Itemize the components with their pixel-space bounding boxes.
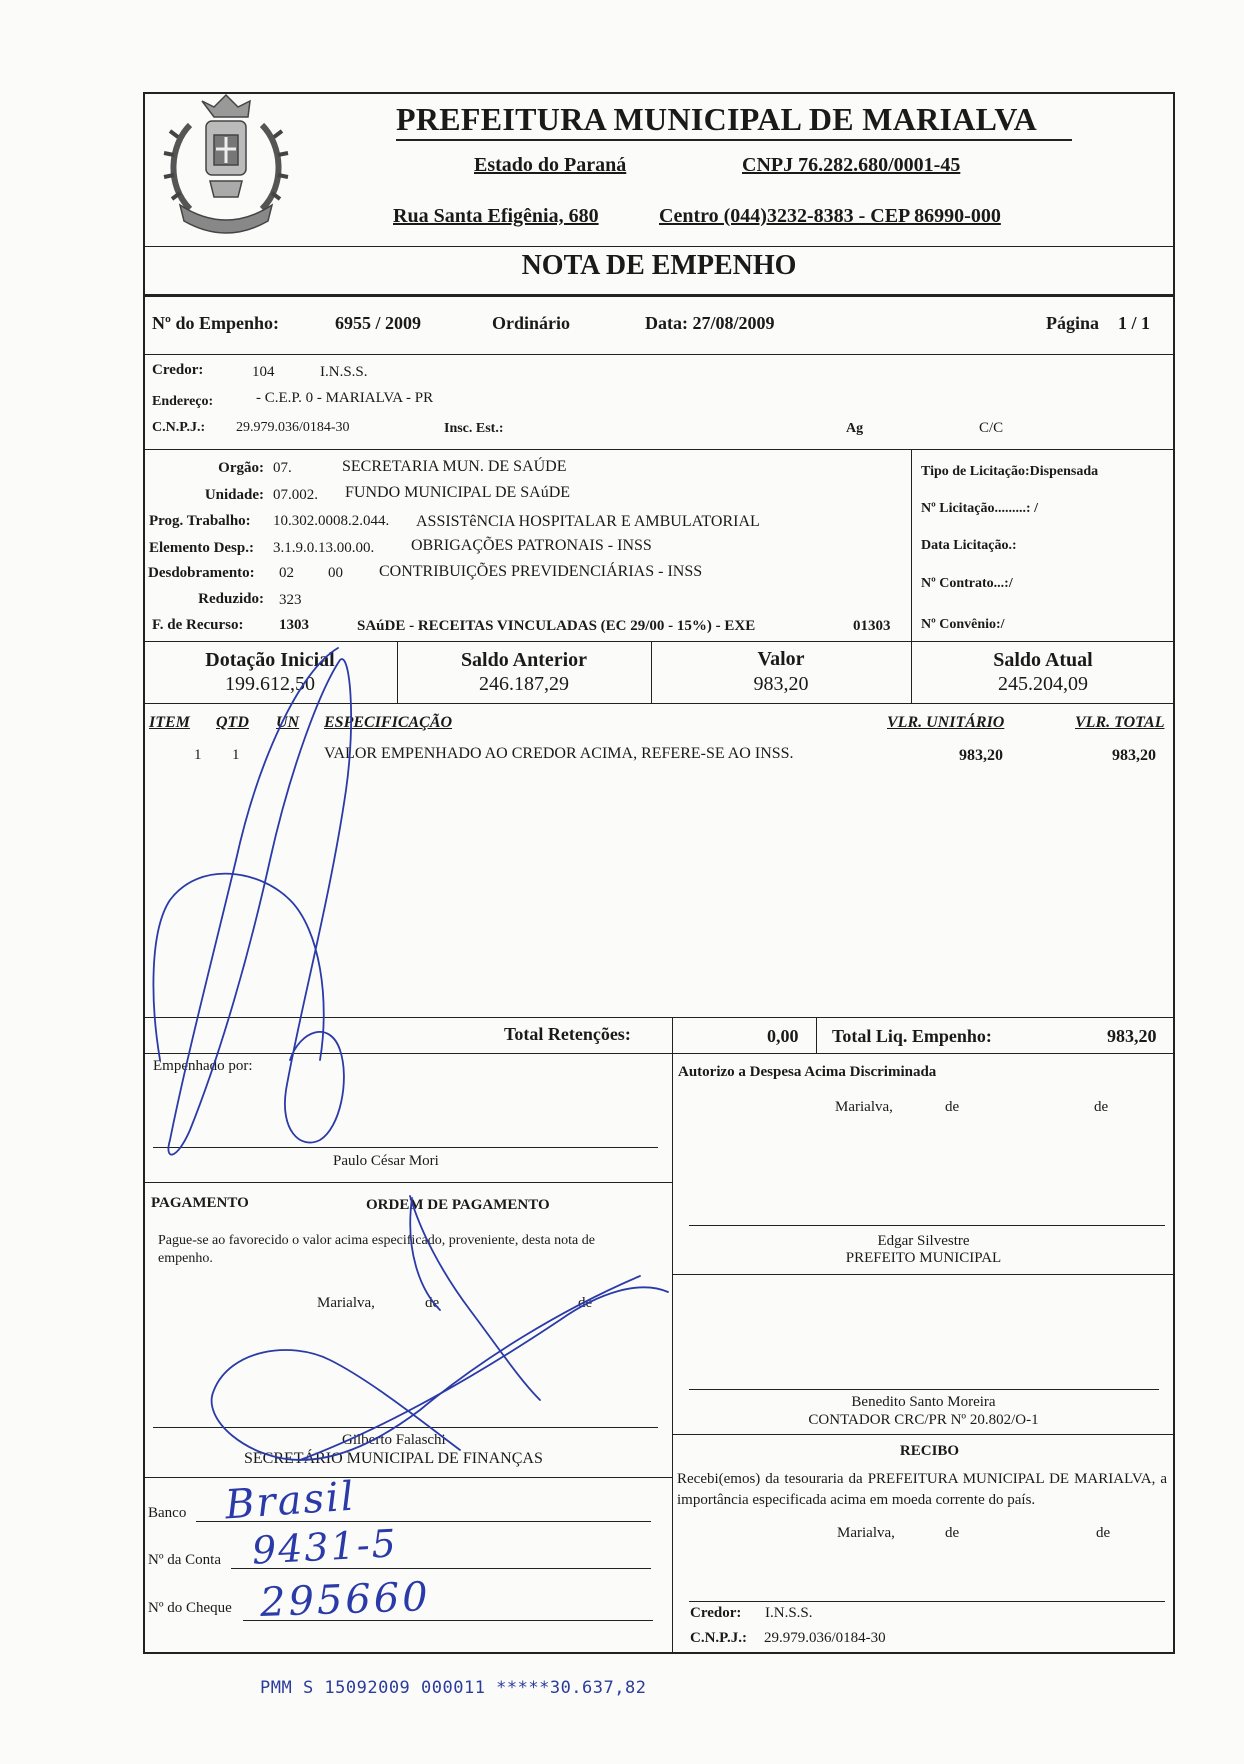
cc-label: C/C — [979, 420, 1004, 436]
saldo-anterior-label: Saldo Anterior — [460, 649, 588, 671]
desdobramento-code-1: 02 — [279, 565, 294, 581]
contador-role: CONTADOR CRC/PR Nº 20.802/O-1 — [808, 1412, 1039, 1428]
pagamento-de-2: de — [578, 1295, 593, 1311]
header-address: Rua Santa Efigênia, 680 — [393, 205, 599, 227]
credor-cnpj-label: C.N.P.J.: — [152, 420, 206, 435]
unidade-name: FUNDO MUNICIPAL DE SAúDE — [345, 484, 571, 501]
autorizo-city: Marialva, — [835, 1099, 893, 1115]
prefeito-role: PREFEITO MUNICIPAL — [845, 1250, 1002, 1266]
recibo-city: Marialva, — [837, 1525, 895, 1541]
header-address-2: Centro (044)3232-8383 - CEP 86990-000 — [659, 205, 1001, 227]
contador-name: Benedito Santo Moreira — [851, 1394, 996, 1410]
recibo-de-1: de — [945, 1525, 960, 1541]
banco-value: Brasil — [223, 1473, 357, 1529]
orgao-code: 07. — [273, 460, 292, 476]
desdobramento-label: Desdobramento: — [148, 565, 255, 581]
col-un: UN — [276, 714, 300, 731]
cheque-value: 295660 — [259, 1574, 432, 1626]
saldo-atual-label: Saldo Atual — [993, 649, 1093, 671]
data-licitacao: Data Licitação.: — [921, 538, 1017, 553]
header-cnpj: CNPJ 76.282.680/0001-45 — [742, 154, 961, 176]
header-title: PREFEITURA MUNICIPAL DE MARIALVA — [396, 101, 1038, 137]
doc-title: NOTA DE EMPENHO — [521, 250, 797, 281]
autorizo-de-1: de — [945, 1099, 960, 1115]
prog-code: 10.302.0008.2.044. — [273, 513, 390, 529]
pagamento-label: PAGAMENTO — [151, 1195, 249, 1211]
retencoes-label: Total Retenções: — [504, 1024, 631, 1044]
row-qtd: 1 — [232, 747, 240, 763]
empenhado-label: Empenhado por: — [153, 1058, 253, 1074]
elemento-code: 3.1.9.0.13.00.00. — [273, 540, 375, 556]
saldo-anterior-value: 246.187,29 — [479, 673, 569, 695]
prog-label: Prog. Trabalho: — [149, 513, 251, 529]
col-vlr-unitario: VLR. UNITÁRIO — [887, 714, 1005, 731]
empenho-number: 6955 / 2009 — [335, 313, 422, 333]
credor-cnpj: 29.979.036/0184-30 — [236, 420, 350, 435]
dotacao-value: 199.612,50 — [225, 673, 315, 695]
liquido-label: Total Liq. Empenho: — [832, 1026, 992, 1046]
autorizo-label: Autorizo a Despesa Acima Discriminada — [678, 1064, 937, 1080]
secretario-role: SECRETÁRIO MUNICIPAL DE FINANÇAS — [244, 1450, 543, 1467]
unidade-label: Unidade: — [204, 487, 264, 503]
col-qtd: QTD — [216, 714, 249, 731]
endereco-label: Endereço: — [152, 394, 214, 409]
insc-est-label: Insc. Est.: — [444, 421, 504, 436]
desdobramento-code-2: 00 — [328, 565, 343, 581]
recibo-title: RECIBO — [899, 1443, 960, 1459]
col-especificacao: ESPECIFICAÇÃO — [324, 714, 453, 731]
orgao-name: SECRETARIA MUN. DE SAÚDE — [342, 458, 567, 475]
cheque-label: Nº do Cheque — [148, 1600, 232, 1616]
retencoes-value: 0,00 — [767, 1026, 799, 1046]
desdobramento-name: CONTRIBUIÇÕES PREVIDENCIÁRIAS - INSS — [379, 563, 703, 580]
credor-label: Credor: — [152, 362, 204, 378]
recibo-credor-label: Credor: — [690, 1605, 742, 1621]
reduzido-label: Reduzido: — [198, 591, 264, 607]
recibo-credor: I.N.S.S. — [765, 1605, 813, 1621]
row-especificacao: VALOR EMPENHADO AO CREDOR ACIMA, REFERE-SE AO INSS. — [324, 745, 794, 762]
elemento-label: Elemento Desp.: — [149, 540, 254, 556]
numero-contrato: Nº Contrato...:/ — [921, 576, 1013, 591]
ordem-pagamento-label: ORDEM DE PAGAMENTO — [366, 1197, 550, 1213]
row-item: 1 — [194, 747, 202, 763]
pagamento-text: Pague-se ao favorecido o valor acima especificado, proveniente, desta nota de empenho. — [158, 1233, 595, 1266]
reduzido-value: 323 — [279, 592, 302, 608]
page-number: 1 / 1 — [1118, 313, 1151, 333]
prefeito-name: Edgar Silvestre — [877, 1233, 970, 1249]
credor-code: 104 — [252, 364, 275, 380]
row-vlr-total: 983,20 — [1112, 747, 1156, 764]
empenho-label: Nº do Empenho: — [152, 313, 279, 333]
endereco-value: - C.E.P. 0 - MARIALVA - PR — [256, 390, 434, 406]
empenhado-name: Paulo César Mori — [333, 1153, 439, 1169]
conta-value: 9431-5 — [250, 1521, 399, 1573]
fonte-code-2: 01303 — [853, 618, 891, 634]
dotacao-label: Dotação Inicial — [205, 649, 335, 671]
saldo-atual-value: 245.204,09 — [998, 673, 1088, 695]
recibo-text: Recebi(emos) da tesouraria da PREFEITURA MUNICIPAL DE MARIALVA, a importância especificada acima em moeda corrente do país. — [677, 1471, 1167, 1508]
prog-name: ASSISTêNCIA HOSPITALAR E AMBULATORIAL — [416, 513, 760, 530]
tipo-licitacao: Tipo de Licitação:Dispensada — [921, 464, 1099, 479]
valor-label: Valor — [757, 648, 805, 670]
liquido-value: 983,20 — [1107, 1026, 1157, 1046]
orgao-label: Orgão: — [218, 460, 264, 476]
numero-licitacao: Nº Licitação.........: / — [921, 501, 1038, 516]
fonte-code: 1303 — [279, 617, 309, 633]
numero-convenio: Nº Convênio:/ — [921, 617, 1005, 632]
conta-label: Nº da Conta — [148, 1552, 221, 1568]
pagamento-city: Marialva, — [317, 1295, 375, 1311]
payment-stamp: PMM S 15092009 000011 *****30.637,82 — [260, 1678, 647, 1698]
empenho-type: Ordinário — [492, 313, 571, 333]
banco-label: Banco — [148, 1505, 187, 1521]
credor-name: I.N.S.S. — [320, 364, 368, 380]
fonte-name: SAúDE - RECEITAS VINCULADAS (EC 29/00 - 15%) - EXE — [357, 618, 756, 634]
row-vlr-unitario: 983,20 — [959, 747, 1003, 764]
unidade-code: 07.002. — [273, 487, 318, 503]
recibo-cnpj-label: C.N.P.J.: — [690, 1630, 747, 1646]
header-state: Estado do Paraná — [474, 154, 627, 176]
empenho-date: Data: 27/08/2009 — [645, 313, 775, 333]
elemento-name: OBRIGAÇÕES PATRONAIS - INSS — [411, 537, 652, 554]
col-vlr-total: VLR. TOTAL — [1075, 714, 1165, 731]
valor-value: 983,20 — [753, 673, 809, 695]
autorizo-de-2: de — [1094, 1099, 1109, 1115]
fonte-label: F. de Recurso: — [152, 617, 244, 633]
page-label: Página — [1046, 313, 1100, 333]
recibo-de-2: de — [1096, 1525, 1111, 1541]
secretario-name: Gilberto Falaschi — [342, 1432, 446, 1448]
col-item: ITEM — [149, 714, 190, 731]
pagamento-de-1: de — [425, 1295, 440, 1311]
recibo-cnpj: 29.979.036/0184-30 — [764, 1630, 886, 1646]
ag-label: Ag — [846, 421, 864, 436]
